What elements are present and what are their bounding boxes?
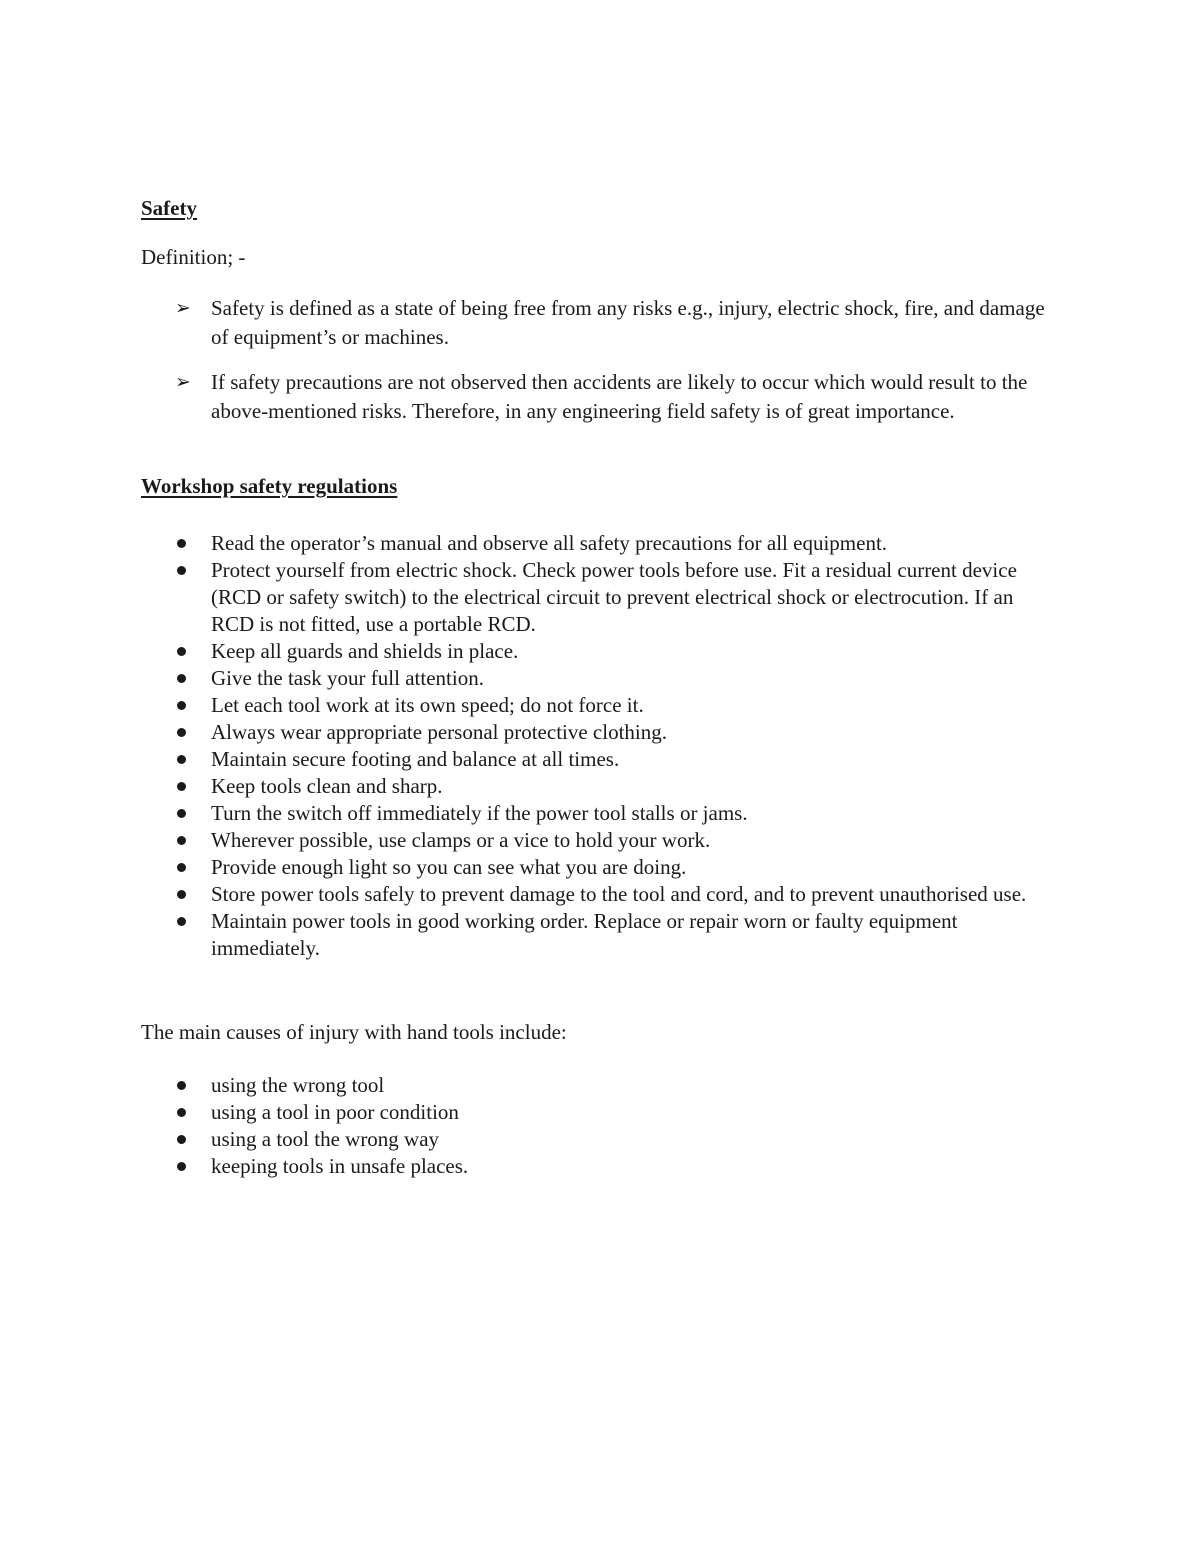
list-item-text: Maintain secure footing and balance at all times. — [211, 747, 620, 771]
round-bullet-icon — [177, 1135, 186, 1144]
regulations-list — [141, 530, 1061, 962]
list-item-text: Store power tools safely to prevent damage to the tool and cord, and to prevent unauthorised use. — [211, 882, 1027, 906]
definition-label: Definition; - — [141, 245, 246, 269]
list-item-text: Wherever possible, use clamps or a vice to hold your work. — [211, 828, 711, 852]
round-bullet-icon — [177, 782, 186, 791]
list-item — [141, 827, 1061, 854]
list-item-text: Let each tool work at its own speed; do not force it. — [211, 693, 644, 717]
round-bullet-icon — [177, 890, 186, 899]
definition-item — [141, 368, 1061, 426]
list-item-text: Keep tools clean and sharp. — [211, 774, 443, 798]
list-item — [141, 1072, 1061, 1099]
round-bullet-icon — [177, 647, 186, 656]
list-item-text: keeping tools in unsafe places. — [211, 1154, 469, 1178]
list-item — [141, 746, 1061, 773]
list-item — [141, 1153, 1061, 1180]
list-item — [141, 530, 1061, 557]
list-item — [141, 800, 1061, 827]
round-bullet-icon — [177, 728, 186, 737]
round-bullet-icon — [177, 539, 186, 548]
arrow-bullet-icon: ➢ — [175, 371, 191, 393]
list-item — [141, 719, 1061, 746]
round-bullet-icon — [177, 1162, 186, 1171]
list-item — [141, 692, 1061, 719]
list-item — [141, 1099, 1061, 1126]
list-item — [141, 1126, 1061, 1153]
list-item-text: using a tool the wrong way — [211, 1127, 440, 1151]
list-item-text: using a tool in poor condition — [211, 1100, 459, 1124]
arrow-bullet-icon: ➢ — [175, 297, 191, 319]
causes-list — [141, 1072, 1061, 1180]
regulations-heading: Workshop safety regulations — [141, 474, 398, 498]
list-item-text: Turn the switch off immediately if the power tool stalls or jams. — [211, 801, 748, 825]
list-item-text: Provide enough light so you can see what you are doing. — [211, 855, 687, 879]
list-item — [141, 881, 1061, 908]
list-item-text: using the wrong tool — [211, 1073, 385, 1097]
list-item — [141, 665, 1061, 692]
list-item — [141, 854, 1061, 881]
list-item-text: Maintain power tools in good working order. Replace or repair worn or faulty equipment immediately. — [211, 909, 958, 960]
round-bullet-icon — [177, 809, 186, 818]
list-item — [141, 908, 1061, 962]
definition-text: If safety precautions are not observed then accidents are likely to occur which would result to the above-mentioned risks. Therefore, in any engineering field safety is of great importance. — [211, 370, 1028, 423]
round-bullet-icon — [177, 1108, 186, 1117]
causes-intro: The main causes of injury with hand tools include: — [141, 1020, 567, 1044]
round-bullet-icon — [177, 566, 186, 575]
list-item-text: Protect yourself from electric shock. Check power tools before use. Fit a residual current device (RCD or safety switch) to the electrical circuit to prevent electrical shock or electrocution. If an RCD is not fitted, use a portable RCD. — [211, 558, 1017, 636]
round-bullet-icon — [177, 674, 186, 683]
definition-list — [141, 294, 1061, 442]
round-bullet-icon — [177, 701, 186, 710]
round-bullet-icon — [177, 917, 186, 926]
round-bullet-icon — [177, 836, 186, 845]
list-item-text: Read the operator’s manual and observe all safety precautions for all equipment. — [211, 531, 888, 555]
list-item — [141, 773, 1061, 800]
list-item-text: Keep all guards and shields in place. — [211, 639, 519, 663]
definition-item — [141, 294, 1061, 352]
list-item — [141, 557, 1061, 638]
list-item-text: Always wear appropriate personal protective clothing. — [211, 720, 668, 744]
round-bullet-icon — [177, 755, 186, 764]
round-bullet-icon — [177, 863, 186, 872]
definition-text: Safety is defined as a state of being free from any risks e.g., injury, electric shock, fire, and damage of equipment’s or machines. — [211, 296, 1045, 349]
page-title: Safety — [141, 196, 197, 220]
round-bullet-icon — [177, 1081, 186, 1090]
list-item-text: Give the task your full attention. — [211, 666, 484, 690]
list-item — [141, 638, 1061, 665]
